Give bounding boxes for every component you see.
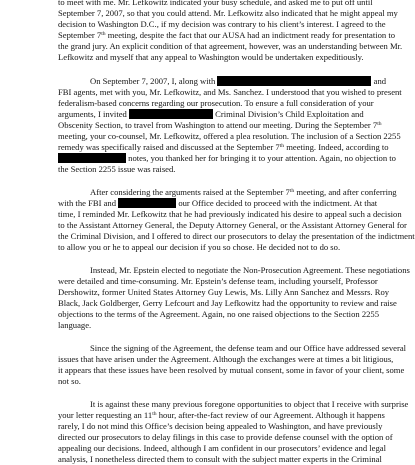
text-line: decision to Washington D.C., if my decision was contrary to his client’s interest. I agreed to the — [58, 19, 386, 29]
text-fragment: with the FBI and — [58, 198, 117, 208]
text-fragment: hour, after-the-fact review of our Agreement. Although it happens — [158, 410, 385, 420]
ordinal-suffix: th — [279, 143, 285, 149]
text-line: not so. — [58, 376, 81, 386]
text-line: were detailed and time-consuming. Mr. Epstein’s defense team, including yourself, Professor — [58, 276, 378, 286]
text-fragment: meeting, and after conferring — [296, 187, 397, 197]
text-line: analysis, I nonetheless directed them to consult with the subject matter experts in the Criminal — [58, 454, 382, 464]
text-fragment: and — [373, 76, 387, 86]
text-line: appealing our decisions. Indeed, although I am confident in our prosecutors’ evidence and legal — [58, 443, 386, 453]
text-line: the grand jury. An explicit condition of that agreement, however, was an understanding between Mr. — [58, 41, 403, 51]
text-line: Dershowitz, former United States Attorney Guy Lewis, Ms. Lilly Ann Sanchez and Messrs. Roy — [58, 287, 390, 297]
text-line: September 7, 2007, so that you could attend. Mr. Lefkowitz also indicated that he might appeal my — [58, 8, 398, 18]
text-line: FBI agents, met with you, Mr. Lefkowitz, and Ms. Sanchez. I understood that you wished to present — [58, 87, 402, 97]
text-fragment: arguments, I invited — [58, 109, 127, 119]
text-fragment: After considering the arguments raised at the September 7 — [90, 187, 290, 197]
text-fragment: notes, you thanked her for bringing it to your attention. Again, no objection to — [128, 153, 396, 163]
text-fragment: remedy was specifically raised and discussed at the September 7 — [58, 142, 280, 152]
text-line: objections to the terms of the Agreement. Again, no one raised objections to the Section 2255 — [58, 309, 380, 319]
text-line: directed our prosecutors to delay filings in this case to provide defense counsel with the option of — [58, 432, 393, 442]
text-line: language. — [58, 320, 92, 330]
text-line: Since the signing of the Agreement, the defense team and our Office have addressed several — [90, 343, 407, 353]
text-line: Lefkowitz and myself that any appeal to Washington would be undertaken expeditiously. — [58, 52, 364, 62]
text-fragment: our Office decided to proceed with the indictment. At that — [178, 198, 378, 208]
text-line: to meet with me. Mr. Lefkowitz indicated your busy schedule, and asked me to put off until — [58, 0, 373, 7]
text-fragment: Criminal Division’s Child Exploitation and — [215, 109, 364, 119]
text-fragment: Obscenity Section, to travel from Washington to attend our meeting. During the September 7 — [58, 120, 378, 130]
text-fragment: meeting. Indeed, according to — [286, 142, 389, 152]
ordinal-suffix: th — [377, 121, 382, 127]
ordinal-suffix: th — [289, 188, 295, 194]
text-line: it appears that these issues have been resolved by mutual consent, some in favor of your client, some — [58, 365, 405, 375]
text-fragment: September 7 — [58, 30, 102, 40]
text-line: to the Assistant Attorney General, the Deputy Attorney General, or the Assistant Attorney General for — [58, 220, 407, 230]
text-line: the Criminal Division, and I offered to direct our prosecutors to delay the presentation of the indictment — [58, 231, 415, 241]
text-line: rarely, I do not mind this Office’s decision being appealed to Washington, and have previously — [58, 421, 383, 431]
text-fragment: On September 7, 2007, I, along with — [90, 76, 216, 86]
text-line: meeting, your co-counsel, Mr. Lefkowitz, offered a plea resolution. The inclusion of a Section 2255 — [58, 131, 401, 141]
text-line: to allow you or he to appeal our decision if you so chose. He decided not to do so. — [58, 242, 341, 252]
ordinal-suffix: th — [152, 411, 157, 417]
text-fragment: your letter requesting an 11 — [58, 410, 153, 420]
ordinal-suffix: th — [101, 31, 106, 37]
text-line: federalism-based concerns regarding our prosecution. To ensure a full consideration of your — [58, 98, 374, 108]
text-line: Instead, Mr. Epstein elected to negotiate the Non-Prosecution Agreement. These negotiations — [90, 265, 410, 275]
text-line: Black, Jack Goldberger, Gerry Lefcourt and Jay Lefkowitz had the opportunity to review and raise — [58, 298, 397, 308]
text-line: time, I reminded Mr. Lefkowitz that he had previously indicated his desire to appeal such a decision — [58, 209, 402, 219]
text-line: the Section 2255 issue was raised. — [58, 164, 176, 174]
text-line: It is against these many previous foregone opportunities to object that I receive with surprise — [90, 399, 409, 409]
text-line: issues that have arisen under the Agreement. Although the exchanges were at times a bit litigious, — [58, 354, 394, 364]
text-line — [58, 410, 385, 421]
text-fragment: meeting, despite the fact that our AUSA had an indictment ready for presentation to — [107, 30, 396, 40]
